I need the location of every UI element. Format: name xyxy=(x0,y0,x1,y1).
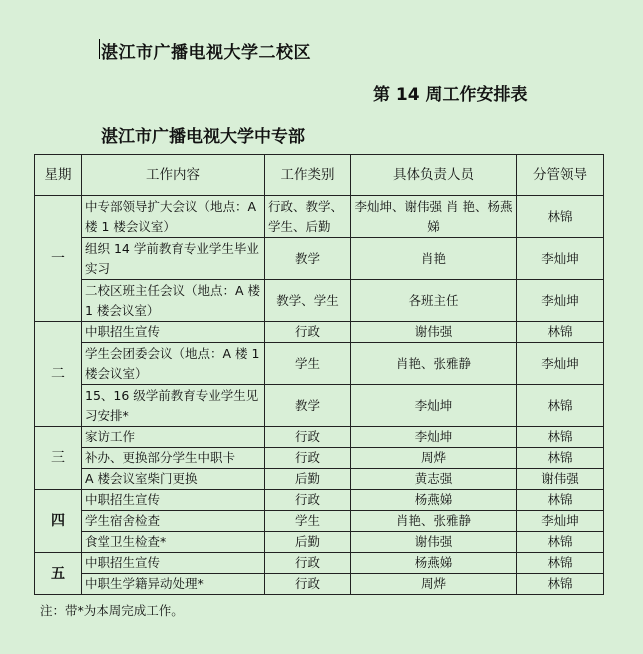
task-category: 后勤 xyxy=(265,532,351,553)
table-row xyxy=(35,238,604,280)
task-responsible: 肖艳 xyxy=(351,238,517,280)
task-content: 学生会团委会议（地点：A 楼 1 楼会议室） xyxy=(82,343,265,385)
task-leader: 李灿坤 xyxy=(517,280,604,322)
task-leader: 林锦 xyxy=(517,322,604,343)
table-row xyxy=(35,196,604,238)
task-responsible: 李灿坤 xyxy=(351,385,517,427)
week-title: 第 14 周工作安排表 xyxy=(373,85,528,105)
day-label: 四 xyxy=(35,490,82,553)
task-responsible: 杨燕娣 xyxy=(351,553,517,574)
task-leader: 林锦 xyxy=(517,532,604,553)
task-leader: 李灿坤 xyxy=(517,343,604,385)
schedule-table xyxy=(34,154,604,595)
task-responsible: 杨燕娣 xyxy=(351,490,517,511)
table-row xyxy=(35,511,604,532)
task-responsible: 李灿坤 xyxy=(351,427,517,448)
task-content: 组织 14 学前教育专业学生毕业实习 xyxy=(82,238,265,280)
header-day: 星期 xyxy=(35,155,82,196)
task-responsible: 肖艳、张雅静 xyxy=(351,511,517,532)
task-content: 中职招生宣传 xyxy=(82,490,265,511)
day-label: 三 xyxy=(35,427,82,490)
table-row xyxy=(35,343,604,385)
task-content: 中专部领导扩大会议（地点：A 楼 1 楼会议室） xyxy=(82,196,265,238)
footnote: 注：带*为本周完成工作。 xyxy=(40,603,184,618)
task-category: 教学 xyxy=(265,385,351,427)
task-category: 行政 xyxy=(265,448,351,469)
table-row xyxy=(35,385,604,427)
task-category: 教学 xyxy=(265,238,351,280)
task-category: 行政、教学、学生、后勤 xyxy=(265,196,351,238)
task-content: 学生宿舍检查 xyxy=(82,511,265,532)
task-responsible: 周烨 xyxy=(351,574,517,595)
header-responsible: 具体负责人员 xyxy=(351,155,517,196)
task-content: 食堂卫生检查* xyxy=(82,532,265,553)
day-label: 二 xyxy=(35,322,82,427)
task-responsible: 李灿坤、谢伟强 肖 艳、杨燕娣 xyxy=(351,196,517,238)
table-row xyxy=(35,448,604,469)
table-row xyxy=(35,553,604,574)
task-category: 行政 xyxy=(265,574,351,595)
table-row xyxy=(35,574,604,595)
task-content: 中职招生宣传 xyxy=(82,322,265,343)
header-leader: 分管领导 xyxy=(517,155,604,196)
task-category: 行政 xyxy=(265,427,351,448)
task-responsible: 各班主任 xyxy=(351,280,517,322)
table-row xyxy=(35,490,604,511)
task-category: 行政 xyxy=(265,553,351,574)
task-leader: 李灿坤 xyxy=(517,511,604,532)
table-row xyxy=(35,322,604,343)
table-row xyxy=(35,427,604,448)
header-category: 工作类别 xyxy=(265,155,351,196)
task-leader: 林锦 xyxy=(517,574,604,595)
task-responsible: 黄志强 xyxy=(351,469,517,490)
text-cursor xyxy=(99,39,100,59)
task-leader: 林锦 xyxy=(517,427,604,448)
day-label: 五 xyxy=(35,553,82,595)
table-row xyxy=(35,280,604,322)
task-responsible: 谢伟强 xyxy=(351,532,517,553)
task-content: 15、16 级学前教育专业学生见习安排* xyxy=(82,385,265,427)
task-category: 行政 xyxy=(265,322,351,343)
task-category: 教学、学生 xyxy=(265,280,351,322)
day-label: 一 xyxy=(35,196,82,322)
table-row xyxy=(35,469,604,490)
task-content: A 楼会议室柴门更换 xyxy=(82,469,265,490)
task-leader: 林锦 xyxy=(517,448,604,469)
task-category: 学生 xyxy=(265,511,351,532)
task-leader: 李灿坤 xyxy=(517,238,604,280)
task-content: 中职招生宣传 xyxy=(82,553,265,574)
task-leader: 林锦 xyxy=(517,490,604,511)
task-content: 中职生学籍异动处理* xyxy=(82,574,265,595)
task-category: 后勤 xyxy=(265,469,351,490)
department-title: 湛江市广播电视大学中专部 xyxy=(101,127,305,147)
task-content: 补办、更换部分学生中职卡 xyxy=(82,448,265,469)
task-responsible: 肖艳、张雅静 xyxy=(351,343,517,385)
task-responsible: 谢伟强 xyxy=(351,322,517,343)
task-leader: 谢伟强 xyxy=(517,469,604,490)
task-category: 行政 xyxy=(265,490,351,511)
task-leader: 林锦 xyxy=(517,553,604,574)
task-leader: 林锦 xyxy=(517,385,604,427)
task-responsible: 周烨 xyxy=(351,448,517,469)
school-title: 湛江市广播电视大学二校区 xyxy=(101,43,311,63)
header-row xyxy=(35,155,604,196)
task-leader: 林锦 xyxy=(517,196,604,238)
header-content: 工作内容 xyxy=(82,155,265,196)
task-content: 二校区班主任会议（地点：A 楼 1 楼会议室） xyxy=(82,280,265,322)
table-row xyxy=(35,532,604,553)
task-category: 学生 xyxy=(265,343,351,385)
task-content: 家访工作 xyxy=(82,427,265,448)
